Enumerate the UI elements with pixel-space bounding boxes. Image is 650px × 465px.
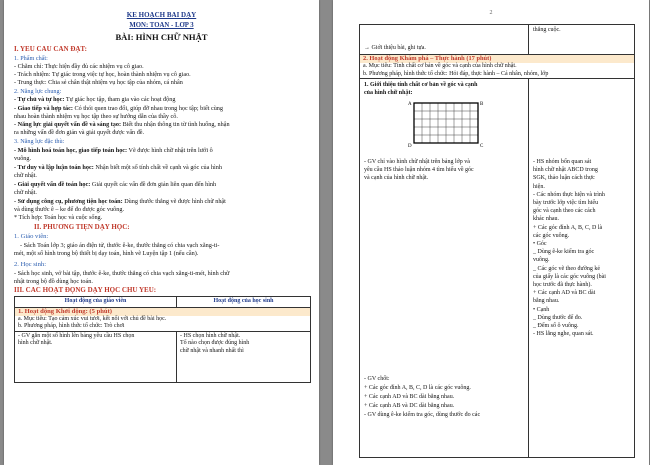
objective-line: a. Mục tiêu: Tạo cảm xúc vui tươi, kết nối với chủ đề bài học. — [18, 315, 167, 322]
specific-line — [14, 147, 311, 155]
activity-block — [359, 54, 635, 78]
subject-text: MÔN: TOÁN - LỚP 3 — [129, 22, 194, 29]
specific-label: - Giải quyết vấn đề toán học: — [14, 181, 91, 188]
section-requirements: I. YÊU CẦU CẦN ĐẠT: — [14, 46, 87, 53]
subsection-heading: của hình chữ nhật: — [364, 90, 413, 96]
competence-line — [14, 96, 311, 104]
quality-line: - Chăm chỉ: Thực hiện đầy đủ các nhiệm vụ cô giao. — [14, 63, 144, 70]
page-number: 2 — [489, 10, 493, 16]
competence-text: Tự giác học tập, tham gia vào các hoạt động — [64, 96, 176, 103]
table-header-row — [15, 297, 311, 308]
cell-line: - GV chốt: — [364, 376, 390, 382]
vertex-label-a: A — [408, 102, 412, 107]
competence-label: - Giao tiếp và hợp tác: — [14, 105, 73, 112]
student-cell-line: • Cạnh — [533, 306, 550, 313]
student-cell-line: hiện. — [533, 183, 545, 190]
student-cell-line: bày trước lớp việc tìm hiểu — [533, 200, 599, 206]
student-cell — [177, 331, 311, 382]
specific-line: vuông. — [14, 155, 32, 162]
teacher-cell — [15, 331, 177, 382]
activity-heading: 1. Hoạt động Khởi động: (5 phút) — [15, 308, 310, 316]
rectangle-abcd-figure — [406, 99, 486, 151]
section-activities: III. CÁC HOẠT ĐỘNG DẠY HỌC CHỦ YẾU: — [14, 287, 157, 294]
specific-label: - Mô hình hoá toán học, giao tiếp toán học: — [14, 147, 128, 154]
competence-line — [14, 105, 311, 113]
specific-line: chữ nhật. — [14, 172, 37, 179]
specific-label: - Tư duy và lập luận toán học: — [14, 164, 94, 171]
cell-line: Tổ nào chọn được đúng hình — [180, 340, 250, 347]
specific-line — [14, 198, 311, 206]
subject-line — [4, 22, 319, 30]
student-cell-line: - HS lắng nghe, quan sát. — [533, 331, 594, 338]
cell-line: thắng cuộc. — [533, 27, 561, 33]
specific-text: Dùng thước thẳng vẽ được hình chữ nhật — [122, 198, 226, 205]
cell-line: yêu cầu HS thảo luận nhóm 4 tìm hiểu về góc — [364, 167, 474, 173]
cell-line: + Các góc đỉnh A, B, C, D là các góc vuông. — [364, 385, 471, 391]
student-materials: - Sách học sinh, vở bài tập, thước ê-ke, thước thẳng có chia vạch xăng-ti-mét, hình chữ — [14, 270, 230, 277]
activity-heading: 2. Hoạt động Khám phá – Thực hành (17 phút) — [360, 55, 634, 63]
integration-line: * Tích hợp: Toán học và cuộc sống. — [14, 214, 103, 221]
student-cell-line: _ Các góc vẽ theo đường kẻ — [533, 265, 601, 272]
heading-specific-competence: 3. Năng lực đặc thù: — [14, 138, 65, 145]
continuation-row — [359, 24, 635, 55]
student-cell-line: các góc vuông. — [533, 232, 570, 239]
intro-line: → Giới thiệu bài, ghi tựa. — [364, 45, 426, 51]
activities-table — [14, 296, 311, 383]
competence-label: - Năng lực giải quyết vấn đề và sáng tạo: — [14, 121, 122, 128]
competence-text: Biết thu nhận thông tin từ tình huống, nhận — [121, 121, 230, 128]
vertex-label-c: C — [480, 144, 484, 149]
objective-line: a. Mục tiêu: Tính chất cơ bản về góc và cạnh của hình chữ nhật. — [363, 63, 517, 69]
cell-line: - GV dùng ê-ke kiểm tra góc, dùng thước đo các — [364, 412, 481, 418]
cell-line: + Các cạnh AD và BC dài bằng nhau. — [364, 394, 455, 400]
specific-label: - Sử dụng công cụ, phương tiện học toán: — [14, 198, 123, 205]
table-row — [15, 307, 311, 331]
student-cell-line: bằng nhau. — [533, 298, 560, 305]
method-line: b. Phương pháp, hình thức tổ chức: Hỏi đáp, thực hành – Cá nhân, nhóm, lớp — [363, 70, 549, 77]
teacher-materials: mét, một số hình trong bộ thiết bị dạy toán, hình vẽ Luyện tập 1 (nếu cần). — [14, 250, 199, 257]
student-cell-line: khác nhau. — [533, 216, 559, 223]
column-divider — [528, 25, 529, 55]
cell-line: + Các cạnh AB và DC dài bằng nhau. — [364, 403, 455, 409]
specific-text: Vẽ được hình chữ nhật trên lưới ô — [127, 147, 213, 154]
cell-line: - HS chọn hình chữ nhật. — [180, 332, 241, 339]
student-cell-line: góc và cạnh theo các cách — [533, 208, 596, 215]
cell-line: - GV gắn một số hình lên bảng yêu cầu HS chọn — [18, 332, 135, 339]
method-line: b. Phương pháp, hình thức tổ chức: Trò chơi — [18, 323, 125, 330]
specific-text: Giải quyết các vấn đề đơn giản liên quan đến hình — [90, 181, 217, 188]
teacher-materials: - Sách Toán lớp 3; giáo án điện tử, thước ê-ke, thước thẳng có chia vạch xăng-ti- — [20, 242, 220, 249]
activity-block — [15, 307, 311, 331]
competence-text: Có thói quen trao đổi, giúp đỡ nhau trong học tập; biết cùng — [72, 105, 223, 112]
quality-line: - Trách nhiệm: Tự giác trong việc tự học, hoàn thành nhiệm vụ cô giao. — [14, 71, 191, 78]
document-page-1 — [4, 0, 319, 465]
section-materials: II. PHƯƠNG TIỆN DẠY HỌC: — [34, 224, 130, 231]
student-cell-line: + Các góc đỉnh A, B, C, D là — [533, 224, 603, 231]
student-cell-line: _ Dùng ê-ke kiểm tra góc — [533, 249, 595, 256]
header-teacher: Hoạt động của giáo viên — [15, 297, 177, 308]
student-cell-line: - HS nhóm bốn quan sát — [533, 159, 592, 165]
cell-line: và cạnh của hình chữ nhật. — [364, 175, 429, 181]
heading-teacher: 1. Giáo viên: — [14, 233, 49, 240]
heading-general-competence: 2. Năng lực chung: — [14, 88, 62, 95]
competence-label: - Tự chủ và tự học: — [14, 96, 65, 103]
competence-line: ra những vấn đề đơn giản và giải quyết được vấn đề. — [14, 129, 145, 136]
document-page-2 — [333, 0, 649, 465]
student-cell-line: _ Dùng thước để đo. — [533, 314, 583, 321]
specific-line: và dùng thước ê – ke để đo được góc vuông. — [14, 206, 124, 213]
student-cell-line: + Các cạnh AD và BC dài — [533, 290, 596, 297]
student-cell-line: - Các nhóm thực hiện và trình — [533, 191, 605, 198]
cell-line: - GV chỉ vào hình chữ nhật trên bảng lớp và — [364, 159, 470, 165]
specific-line — [14, 181, 311, 189]
student-cell-line: vuông. — [533, 257, 550, 264]
column-divider — [528, 79, 529, 457]
student-materials: nhật trong bộ đồ dùng học toán. — [14, 278, 93, 285]
subsection-heading: 1. Giới thiệu tính chất cơ bản về góc và cạnh — [364, 82, 478, 88]
table-row — [15, 331, 311, 382]
grid-lines — [414, 103, 478, 143]
main-table — [359, 78, 635, 458]
heading-student: 2. Học sinh: — [14, 261, 47, 268]
vertex-label-d: D — [408, 144, 412, 149]
student-cell-line: • Góc — [533, 241, 547, 247]
heading-qualities: 1. Phẩm chất: — [14, 55, 48, 62]
student-cell-line: học trước đã thực hành). — [533, 282, 592, 288]
student-cell-line: hình chữ nhật ABCD trong — [533, 167, 598, 174]
student-cell-line: của giấy là các góc vuông (bài — [533, 273, 606, 280]
student-cell-line: SGK, thảo luận cách thực — [533, 175, 595, 182]
plan-title: KẾ HOẠCH BÀI DẠY — [126, 12, 197, 19]
student-cell-line: _ Đếm số ô vuông. — [533, 323, 579, 329]
cell-line: hình chữ nhật. — [18, 340, 53, 347]
vertex-label-b: B — [480, 102, 484, 107]
specific-line: chữ nhật. — [14, 189, 37, 196]
cell-line: chữ nhật và nhanh nhất thì — [180, 347, 244, 354]
specific-text: Nhận biết một số tính chất về cạnh và góc của hình — [93, 164, 222, 171]
quality-line: - Trung thực: Chia sẻ chân thật nhiệm vụ học tập của nhóm, cá nhân — [14, 79, 183, 86]
competence-line — [14, 121, 311, 129]
lesson-title: BÀI: HÌNH CHỮ NHẬT — [115, 32, 208, 42]
header-student: Hoạt động của học sinh — [177, 297, 311, 308]
competence-line: nhau hoàn thành nhiệm vụ học tập theo sự hướng dẫn của thầy cô. — [14, 113, 178, 120]
specific-line — [14, 164, 311, 172]
